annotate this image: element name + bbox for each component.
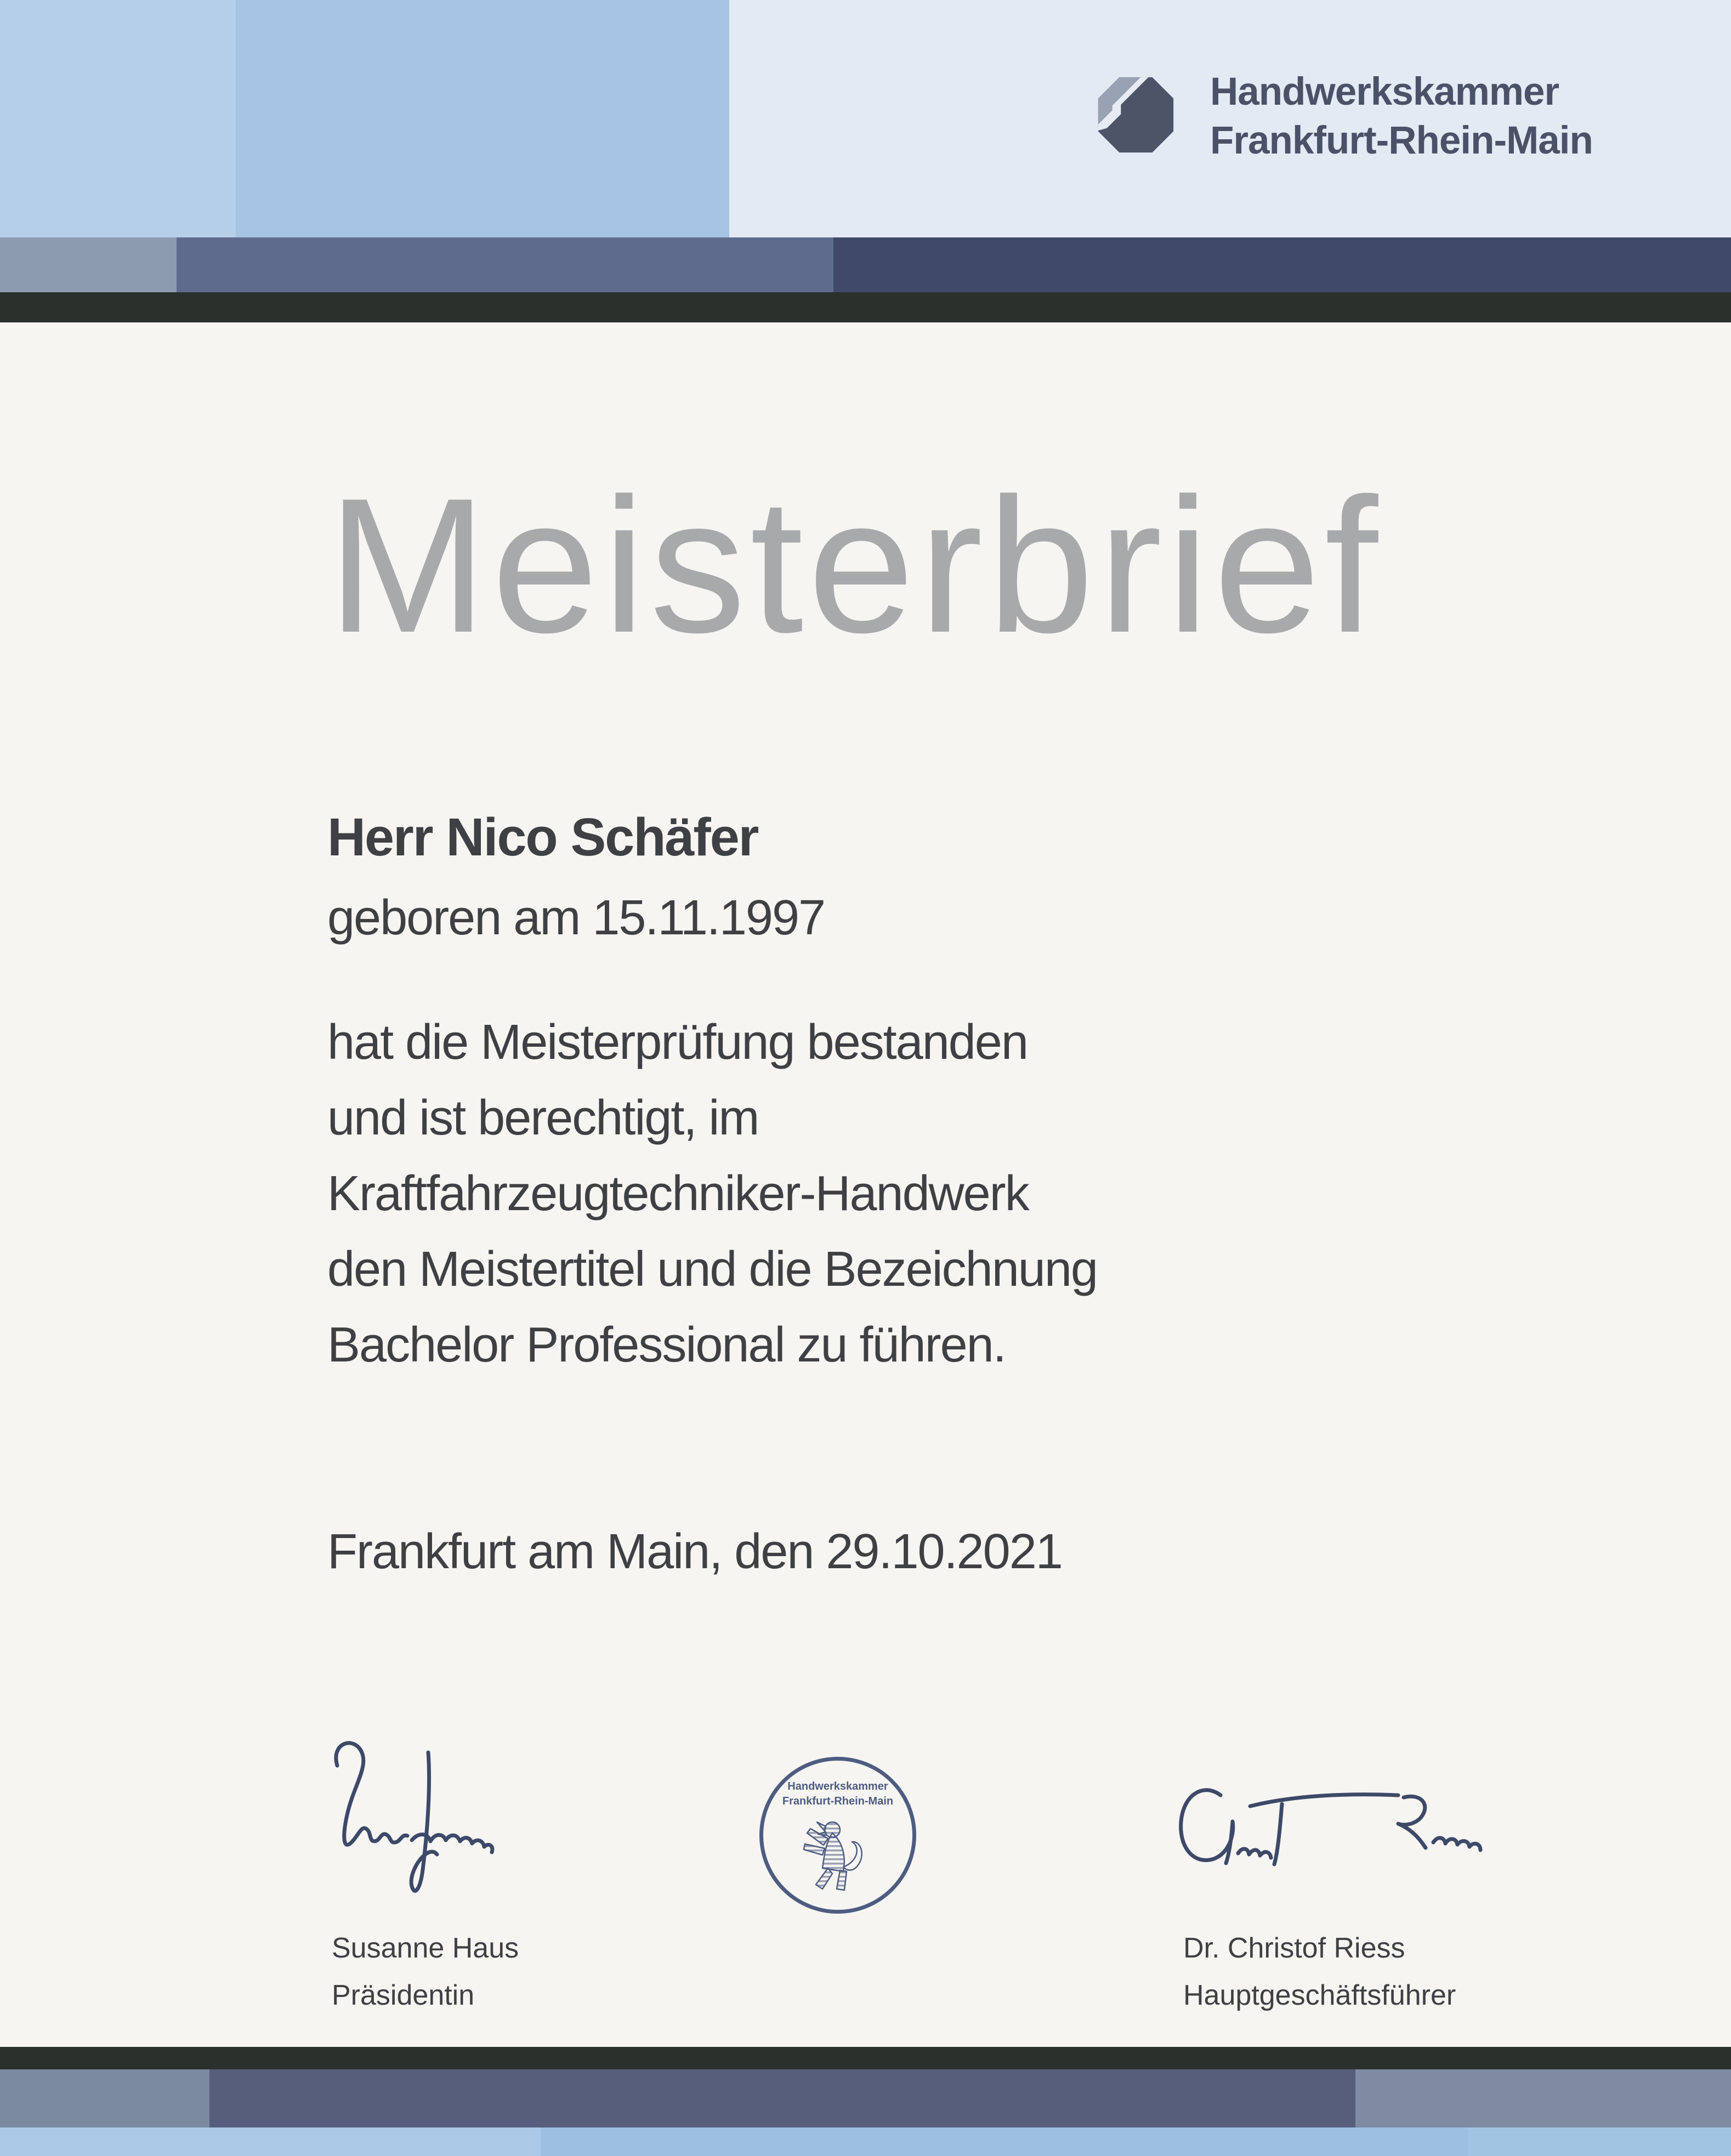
seal-text-line2: Frankfurt-Rhein-Main — [782, 1795, 894, 1807]
seal-text-line1: Handwerkskammer — [787, 1780, 888, 1792]
footer-band-blue-right — [1468, 2127, 1731, 2156]
footer-band-blue-mid — [541, 2127, 1468, 2156]
body-line: Bachelor Professional zu führen. — [327, 1318, 1006, 1372]
hessian-lion-icon — [796, 1814, 878, 1900]
org-name-line2: Frankfurt-Rhein-Main — [1210, 119, 1593, 162]
signature-script-right-icon — [1168, 1771, 1524, 1903]
header-band-slate-left — [0, 237, 177, 292]
body-line: den Meistertitel und die Bezeichnung — [327, 1242, 1097, 1297]
signature-script-left-icon — [321, 1733, 502, 1908]
body-line: und ist berechtigt, im — [327, 1091, 759, 1145]
official-seal — [759, 1757, 916, 1914]
signer-role-left: Präsidentin — [332, 1979, 475, 2011]
certificate-body-paragraph — [327, 1005, 1479, 1383]
org-name — [1210, 67, 1704, 165]
signer-role-right: Hauptgeschäftsführer — [1183, 1979, 1456, 2011]
signature-block-left — [332, 1925, 716, 2019]
header-band-blue-mid — [236, 0, 729, 237]
header-band-slate-right — [833, 237, 1731, 292]
recipient-birth-line: geboren am 15.11.1997 — [327, 890, 825, 945]
signer-name-right: Dr. Christof Riess — [1183, 1932, 1405, 1964]
seal-text — [763, 1779, 912, 1809]
hwk-octagon-logo-icon — [1097, 76, 1175, 154]
place-date-line: Frankfurt am Main, den 29.10.2021 — [327, 1524, 1062, 1579]
header-band-charcoal — [0, 292, 1731, 322]
body-line: Kraftfahrzeugtechniker-Handwerk — [327, 1166, 1029, 1221]
signer-name-left: Susanne Haus — [332, 1932, 519, 1964]
certificate-title: Meisterbrief — [327, 458, 1383, 673]
footer-band-slate-left — [0, 2069, 209, 2127]
footer-band-slate-mid — [209, 2069, 1355, 2127]
footer-band-charcoal — [0, 2047, 1731, 2069]
header-band-blue-left — [0, 0, 236, 237]
footer-band-slate-right — [1355, 2069, 1731, 2127]
recipient-name: Herr Nico Schäfer — [327, 807, 758, 867]
header-band-slate-mid — [177, 237, 833, 292]
signature-block-right — [1183, 1925, 1622, 2019]
footer-band-blue-left — [0, 2127, 541, 2156]
org-name-line1: Handwerkskammer — [1210, 70, 1559, 114]
body-line: hat die Meisterprüfung bestanden — [327, 1015, 1028, 1070]
